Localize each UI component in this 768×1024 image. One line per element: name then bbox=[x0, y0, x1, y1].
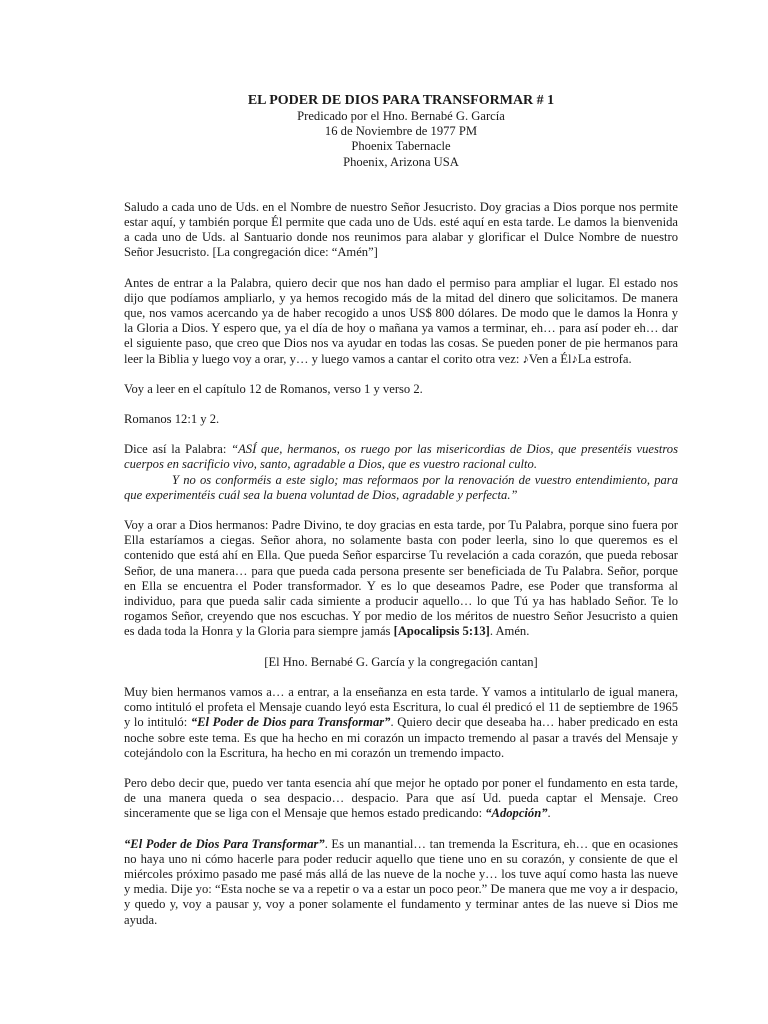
teaching-text-b: . Quiero decir que deseaba ha… haber predicado en esta noche sobre este tema. Es que ha hecho en mi corazón un impacto tremendo al pasar a través del Mensaje y cotejándolo con la Escritura, ha hecho en mi corazón un tremendo impacto. bbox=[124, 715, 678, 760]
paragraph-foundation bbox=[124, 776, 678, 822]
paragraph-reading-intro: Voy a leer en el capítulo 12 de Romanos, verso 1 y verso 2. bbox=[124, 381, 423, 396]
paragraph-announcement: Antes de entrar a la Palabra, quiero decir que nos han dado el permiso para ampliar el lugar. El estado nos dijo que podíamos ampliarlo, y ya hemos recogido más de la mitad del dinero que solicitamos. De manera que, nos vamos acercando ya de haber recogido a unos US$ 800 dólares. De modo que le damos la Honra y la Gloria a Dios. Y espero que, ya el día de hoy o mañana ya vamos a terminar, eh… para así poder eh… dar el siguiente paso, que creo que Dios nos va ayudar en todas las cosas. Se pueden poner de pie hermanos para leer la Biblia y luego voy a orar, y… y luego vamos a cantar el corito otra vez: ♪Ven a Él♪La estrofa. bbox=[124, 275, 678, 366]
adoption-word: “Adopción” bbox=[485, 806, 548, 821]
paragraph-prayer bbox=[124, 518, 678, 640]
scripture-verse-2: Y no os conforméis a este siglo; mas reformaos por la renovación de vuestro entendimiento, para que experimentéis cuál sea la buena voluntad de Dios, agradable y perfecta.” bbox=[124, 472, 678, 502]
paragraph-scripture-quote bbox=[124, 442, 678, 503]
document-title: EL PODER DE DIOS PARA TRANSFORMAR # 1 bbox=[247, 93, 555, 108]
place-line: Phoenix Tabernacle bbox=[351, 139, 451, 154]
paragraph-greeting: Saludo a cada uno de Uds. en el Nombre de nuestro Señor Jesucristo. Doy gracias a Dios porque nos permite estar aquí, y también porque Él permite que cada uno de Uds. esté aquí en esta tarde. Le damos la bienvenida a cada uno de Uds. al Santuario donde nos reunimos para alabar y glorificar el Dulce Nombre de nuestro Señor Jesucristo. [La congregación dice: “Amén”] bbox=[124, 199, 678, 260]
document-page bbox=[124, 92, 678, 943]
paragraph-scripture-ref: Romanos 12:1 y 2. bbox=[124, 412, 220, 427]
preacher-line: Predicado por el Hno. Bernabé G. García bbox=[297, 109, 505, 123]
date-line: 16 de Noviembre de 1977 PM bbox=[324, 124, 478, 139]
document-header bbox=[124, 92, 678, 170]
prayer-text: Voy a orar a Dios hermanos: Padre Divino, te doy gracias en esta tarde, por Tu Palabra, porque sino fuera por Ella estaríamos a ciegas. Señor ahora, no solamente basta con poder leerla, sino lo que queremos es el contenido que está ahí en Ella. Que pueda Señor esparcirse Tu revelación a cada corazón, que pueda rebosar Señor, de una manera… para que pueda cada persona presente ser beneficiada de Tu Palabra. Señor, porque en Ella se encuentra el Poder transformador. Y es lo que deseamos Padre, ese Poder que transforma al individuo, para que pueda salir cada simiente a producir aquello… lo que Tú ya has hablado Señor. Te lo rogamos Señor, creyendo que nos escuchas. Y por medio de los méritos de nuestro Señor Jesucristo a quien es dada toda la Honra y la Gloria para siempre jamás bbox=[124, 518, 678, 639]
foundation-text: Pero debo decir que, puedo ver tanta esencia ahí que mejor he optado por poner el fundamento en esta tarde, de una manera queda o sea despacio… despacio. Para que así Ud. pueda captar el Mensaje. Creo sinceramente que se liga con el Mensaje que hemos estado predicando: bbox=[124, 775, 678, 821]
teaching-text-a: Muy bien hermanos vamos a… a entrar, a la enseñanza en esta tarde. Y vamos a intitularlo de igual manera, como intituló el profeta el Mensaje cuando leyó esta Escritura, lo cual él predicó el 11 de septiembre de 1965 y lo intituló: bbox=[124, 684, 678, 730]
prayer-reference: [Apocalipsis 5:13] bbox=[393, 624, 490, 639]
manantial-text: . Es un manantial… tan tremenda la Escritura, eh… que en ocasiones no haya uno ni cómo hacerle para poder reducir aquello que tiene uno en su corazón, y consiente de que el miércoles próximo pasado me pasé más allá de las nueve de la noche y… los tuve aquí como hasta las nueve y media. Dije yo: “Esta noche se va a repetir o va a estar un poco peor.” De manera que me voy a ir despacio, y quedo y, voy a pausar y, voy a poner solamente el fundamento y terminar antes de las nueve si Dios me ayuda. bbox=[124, 836, 678, 927]
city-line: Phoenix, Arizona USA bbox=[343, 154, 459, 169]
paragraph-singing-note: [El Hno. Bernabé G. García y la congregación cantan] bbox=[264, 654, 538, 669]
paragraph-teaching-intro bbox=[124, 685, 678, 761]
scripture-verse-1: “ASÍ que, hermanos, os ruego por las misericordias de Dios, que presentéis vuestros cuerpos en sacrificio vivo, santo, agradable a Dios, que es vuestro racional culto. bbox=[124, 442, 678, 472]
prayer-ending: . Amén. bbox=[489, 624, 530, 639]
foundation-end: . bbox=[547, 806, 551, 821]
sermon-title-repeat: “El Poder de Dios Para Transformar” bbox=[124, 836, 325, 851]
sermon-title-quote: “El Poder de Dios para Transformar” bbox=[190, 715, 391, 730]
scripture-lead: Dice así la Palabra: bbox=[124, 442, 232, 457]
paragraph-manantial bbox=[124, 837, 678, 928]
